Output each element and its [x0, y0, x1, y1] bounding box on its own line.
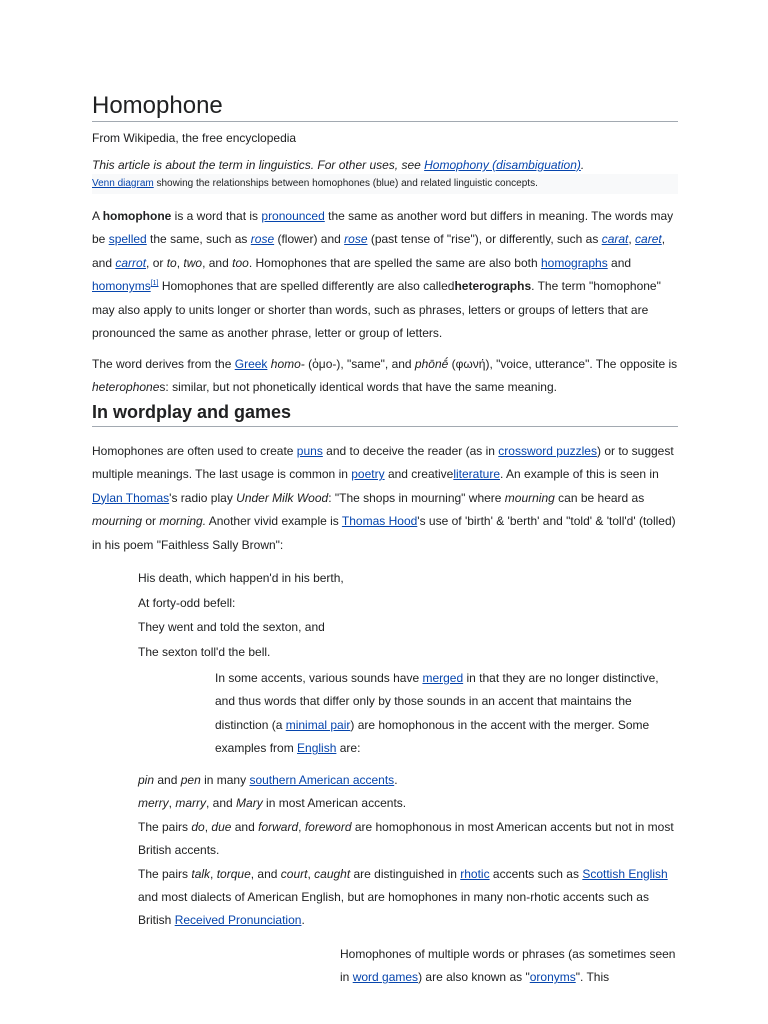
- italic-term: Under Milk Wood: [236, 490, 329, 505]
- text: In some accents, various sounds have: [215, 671, 423, 685]
- hatnote: [92, 157, 584, 173]
- link-merged[interactable]: merged: [422, 671, 464, 685]
- text: .: [394, 773, 398, 787]
- text: and creative: [384, 467, 454, 482]
- bold-term-homophone: homophone: [102, 209, 172, 223]
- italic-term: due: [211, 819, 232, 834]
- text: The pairs: [138, 866, 192, 881]
- text: can be heard as: [554, 490, 645, 505]
- text: and most dialects of American English, but are homophones in many non-rhotic accents such as British: [138, 890, 649, 928]
- text: . Homophones that are spelled the same are also both: [248, 255, 541, 270]
- text: in that they are no longer distinctive, and thus words that differ only by those sounds in an accent that maintains the distinction (a: [215, 671, 659, 732]
- section-heading: In wordplay and games: [92, 400, 678, 427]
- text: , and: [202, 255, 233, 270]
- link-rhotic[interactable]: rhotic: [460, 866, 490, 881]
- link-greek[interactable]: Greek: [234, 357, 268, 371]
- italic-term: morning.: [159, 514, 207, 529]
- text: : "The shops in mourning" where: [328, 490, 505, 505]
- hatnote-end: .: [580, 158, 585, 172]
- poem-line: The sexton toll'd the bell.: [138, 644, 271, 659]
- text: (flower) and: [274, 232, 345, 247]
- text: and: [154, 773, 181, 787]
- poem-line: At forty-odd befell:: [138, 595, 236, 610]
- text: ,: [628, 232, 636, 247]
- italic-term: heterophone: [92, 380, 160, 395]
- text: ) are also known as ": [418, 970, 530, 985]
- link-puns[interactable]: puns: [296, 444, 323, 458]
- text: the same, such as: [146, 232, 251, 247]
- text: or: [142, 514, 160, 529]
- link-spelled[interactable]: spelled: [108, 232, 147, 247]
- text: Homophones of multiple words or phrases (as sometimes seen in: [340, 947, 676, 985]
- italic-term: talk: [191, 866, 211, 881]
- italic-term: forward: [258, 819, 299, 834]
- link-received-pronunciation[interactable]: Received Pronunciation: [174, 913, 302, 928]
- text: ) or to suggest multiple meanings. The last usage is common in: [92, 444, 674, 482]
- italic-term: two: [183, 255, 203, 270]
- text: .: [301, 913, 305, 928]
- italic-term: foreword: [304, 819, 352, 834]
- text: The word derives from the: [92, 357, 235, 371]
- text: , and: [206, 796, 237, 811]
- link-rose-verb[interactable]: rose: [344, 232, 368, 247]
- text: in most American accents.: [262, 796, 407, 811]
- italic-term: homo-: [270, 357, 305, 371]
- intro-paragraph: [92, 205, 678, 345]
- italic-term: too: [232, 255, 249, 270]
- text: ". This: [575, 970, 610, 985]
- italic-term: torque: [216, 866, 251, 881]
- link-caret[interactable]: caret: [635, 232, 662, 247]
- text: in many: [200, 773, 250, 787]
- italic-term: marry: [175, 796, 207, 811]
- text: and: [607, 255, 632, 270]
- link-oronyms[interactable]: oronyms: [529, 970, 576, 985]
- wordplay-paragraph: [92, 440, 678, 557]
- italic-term: to: [166, 255, 177, 270]
- text: ,: [168, 796, 176, 811]
- hatnote-text: This article is about the term in linguistics. For other uses, see: [92, 158, 425, 172]
- text: the same as another word but differs in meaning. The words may be: [92, 209, 674, 247]
- caption-text: showing the relationships between homophones (blue) and related linguistic concepts.: [153, 178, 538, 189]
- accents-paragraph: [215, 667, 679, 761]
- italic-term: caught: [314, 866, 351, 881]
- text: 's radio play: [169, 490, 237, 505]
- list-item: [138, 769, 679, 792]
- list-item: [138, 863, 679, 933]
- poem-quote: [138, 566, 344, 664]
- link-homographs[interactable]: homographs: [541, 255, 608, 270]
- text: are homophonous in most American accents but not in most British accents.: [138, 819, 674, 858]
- reference-link[interactable]: [1]: [150, 280, 159, 288]
- link-homophony-disambiguation[interactable]: Homophony (disambiguation): [424, 158, 581, 172]
- poem-line: His death, which happen'd in his berth,: [138, 571, 344, 585]
- text: and to deceive the reader (as in: [322, 444, 499, 458]
- text: are:: [336, 741, 361, 756]
- site-subtitle: From Wikipedia, the free encyclopedia: [92, 131, 297, 145]
- link-carrot[interactable]: carrot: [115, 255, 147, 270]
- text: ,: [204, 819, 212, 834]
- link-english[interactable]: English: [297, 741, 337, 756]
- italic-term: Mary: [236, 796, 263, 811]
- examples-list: [138, 769, 679, 933]
- text: is a word that is: [171, 209, 262, 223]
- text: . An example of this is seen in: [500, 467, 659, 482]
- text: ,: [176, 255, 184, 270]
- link-pronounced[interactable]: pronounced: [261, 209, 325, 223]
- link-rose-flower[interactable]: rose: [250, 232, 275, 247]
- link-dylan-thomas[interactable]: Dylan Thomas: [92, 490, 170, 505]
- text: , and: [250, 866, 281, 881]
- link-southern-american-accents[interactable]: southern American accents: [249, 773, 395, 787]
- poem-line: They went and told the sexton, and: [138, 620, 325, 635]
- text: The pairs: [138, 819, 192, 834]
- text: , and: [92, 232, 666, 270]
- text: ) are homophonous in the accent with the merger. Some examples from: [215, 717, 650, 756]
- link-poetry[interactable]: poetry: [351, 467, 385, 482]
- italic-term: mourning: [92, 514, 143, 529]
- link-thomas-hood[interactable]: Thomas Hood: [341, 514, 418, 529]
- italic-term: mourning: [504, 490, 555, 505]
- text: (past tense of "rise"), or differently, such as: [367, 232, 602, 247]
- text: . The term "homophone" may also apply to units longer or shorter than words, such as phrases, letters or groups of letters that are pronounced the same as another phrase, letter or group of letters.: [92, 279, 661, 341]
- text: Another vivid example is: [206, 514, 342, 529]
- text: s: similar, but not phonetically identical words that have the same meaning.: [159, 380, 557, 395]
- text: ,: [298, 819, 305, 834]
- italic-term: pin: [138, 773, 155, 787]
- list-item: [138, 792, 679, 815]
- text: A: [92, 209, 103, 223]
- link-literature[interactable]: literature: [453, 467, 501, 482]
- text: accents such as: [489, 866, 583, 881]
- italic-term: court: [280, 866, 308, 881]
- italic-term: merry: [138, 796, 169, 811]
- link-carat[interactable]: carat: [601, 232, 629, 247]
- page-title: Homophone: [92, 91, 678, 122]
- italic-term: pen: [180, 773, 201, 787]
- text: 's use of 'birth' & 'berth' and "told' & 'toll'd' (tolled) in his poem "Faithless Sally Brown":: [92, 514, 676, 552]
- italic-term: do: [191, 819, 205, 834]
- text: are distinguished in: [350, 866, 461, 881]
- image-caption: [92, 174, 678, 194]
- text: and: [231, 819, 259, 834]
- link-homonyms[interactable]: homonyms: [92, 279, 151, 294]
- text: Homophones are often used to create: [92, 444, 297, 458]
- italic-term: phōnḗ: [414, 357, 449, 371]
- text: ,: [210, 866, 217, 881]
- bold-term-heterographs: heterographs: [454, 279, 532, 294]
- oronyms-paragraph: [340, 943, 680, 990]
- text: (ὁμο‑), "same", and: [304, 357, 415, 371]
- link-word-games[interactable]: word games: [352, 970, 419, 985]
- text: (φωνή), "voice, utterance". The opposite is: [448, 357, 678, 371]
- etymology-paragraph: [92, 353, 678, 400]
- link-crossword-puzzles[interactable]: crossword puzzles: [498, 444, 597, 458]
- link-scottish-english[interactable]: Scottish English: [582, 866, 668, 881]
- link-venn-diagram[interactable]: Venn diagram: [92, 178, 154, 189]
- link-minimal-pair[interactable]: minimal pair: [285, 717, 351, 732]
- text: Homophones that are spelled differently are also called: [158, 279, 455, 294]
- text: , or: [146, 255, 167, 270]
- text: ,: [307, 866, 315, 881]
- list-item: [138, 816, 679, 863]
